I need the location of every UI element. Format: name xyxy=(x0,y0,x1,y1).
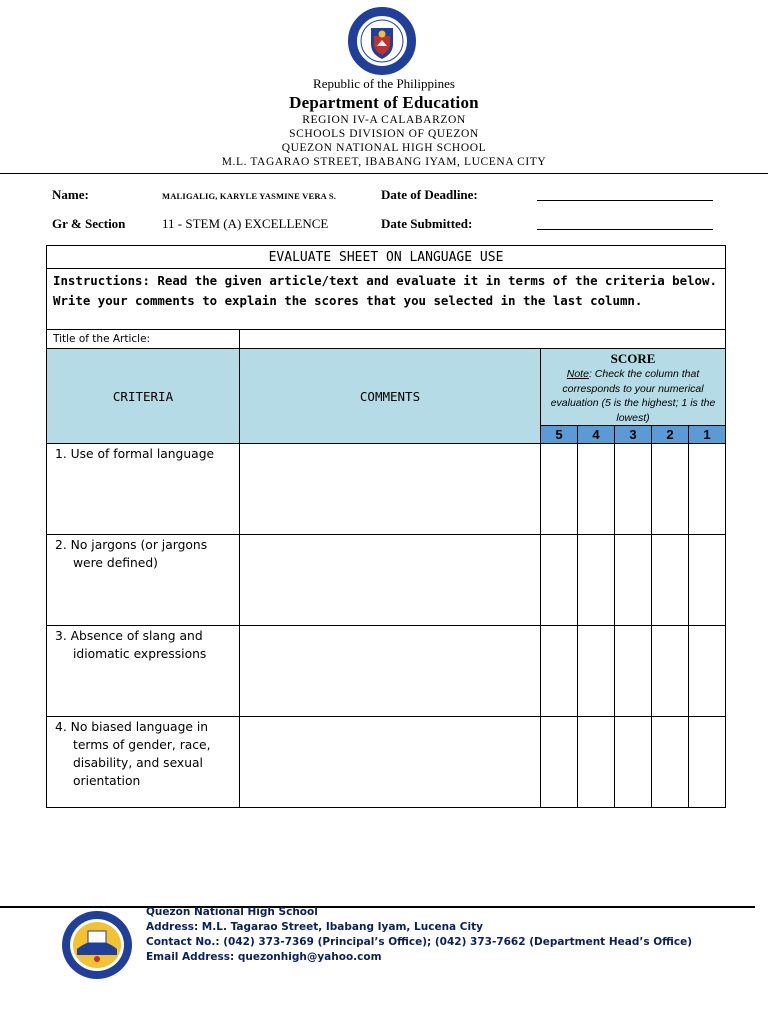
score-cell-1-2[interactable] xyxy=(652,444,689,535)
criteria-row-2 xyxy=(47,535,726,626)
score-2-header: 2 xyxy=(652,426,689,444)
score-cell-2-3[interactable] xyxy=(615,535,652,626)
score-note-text: : Check the column that corresponds to your numerical evaluation (5 is the highest; 1 is the lowest) xyxy=(550,368,716,424)
criterion-4: 4. No biased language in terms of gender, race, disability, and sexual orientation xyxy=(47,717,240,808)
score-1-header: 1 xyxy=(689,426,726,444)
division-heading: SCHOOLS DIVISION OF QUEZON xyxy=(289,128,479,140)
school-logo xyxy=(60,909,134,981)
submitted-label: Date Submitted: xyxy=(381,216,473,231)
school-address-heading: M.L. TAGARAO STREET, IBABANG IYAM, LUCENA CITY xyxy=(221,156,547,168)
criterion-3: 3. Absence of slang and idiomatic expressions xyxy=(47,626,240,717)
header-divider xyxy=(0,173,768,174)
score-cell-1-4[interactable] xyxy=(578,444,615,535)
score-cell-4-1[interactable] xyxy=(689,717,726,808)
deadline-field[interactable] xyxy=(537,200,713,201)
score-cell-3-1[interactable] xyxy=(689,626,726,717)
criteria-row-3 xyxy=(47,626,726,717)
article-title-label: Title of the Article: xyxy=(47,330,240,349)
comment-cell-3[interactable] xyxy=(240,626,541,717)
footer-email[interactable]: Email Address: quezonhigh@yahoo.com xyxy=(146,951,382,963)
score-cell-2-2[interactable] xyxy=(652,535,689,626)
score-column-header xyxy=(541,349,726,426)
sheet-title: EVALUATE SHEET ON LANGUAGE USE xyxy=(47,246,726,269)
score-cell-2-5[interactable] xyxy=(541,535,578,626)
comment-cell-1[interactable] xyxy=(240,444,541,535)
score-cell-2-1[interactable] xyxy=(689,535,726,626)
department-heading: Department of Education xyxy=(289,93,479,112)
score-cell-3-2[interactable] xyxy=(652,626,689,717)
name-value[interactable]: MALIGALIG, KARYLE YASMINE VERA S. xyxy=(162,191,337,201)
footer-school-name: Quezon National High School xyxy=(146,906,318,918)
score-note xyxy=(541,367,725,425)
score-title: SCORE xyxy=(610,351,656,366)
score-cell-4-4[interactable] xyxy=(578,717,615,808)
criteria-row-4 xyxy=(47,717,726,808)
criteria-row-1 xyxy=(47,444,726,535)
section-value[interactable]: 11 - STEM (A) EXCELLENCE xyxy=(162,216,329,231)
score-cell-2-4[interactable] xyxy=(578,535,615,626)
footer-contact-block xyxy=(146,905,692,965)
deadline-label: Date of Deadline: xyxy=(381,187,478,202)
score-cell-3-3[interactable] xyxy=(615,626,652,717)
region-heading: REGION IV-A CALABARZON xyxy=(302,114,466,126)
school-heading: QUEZON NATIONAL HIGH SCHOOL xyxy=(281,142,487,154)
score-5-header: 5 xyxy=(541,426,578,444)
score-cell-4-3[interactable] xyxy=(615,717,652,808)
criterion-1: 1. Use of formal language xyxy=(47,444,240,535)
submitted-field[interactable] xyxy=(537,229,713,230)
score-cell-3-5[interactable] xyxy=(541,626,578,717)
comment-cell-2[interactable] xyxy=(240,535,541,626)
criterion-2: 2. No jargons (or jargons were defined) xyxy=(47,535,240,626)
name-label: Name: xyxy=(52,187,89,202)
comments-column-header: COMMENTS xyxy=(240,349,541,444)
article-title-field[interactable] xyxy=(240,330,726,349)
score-cell-1-1[interactable] xyxy=(689,444,726,535)
instructions-text: Instructions: Read the given article/text and evaluate it in terms of the criteria below. Write your comments to explain the scores that you selected in the last column. xyxy=(47,269,726,330)
evaluation-table xyxy=(46,245,726,808)
score-cell-3-4[interactable] xyxy=(578,626,615,717)
score-note-label: Note xyxy=(566,368,589,380)
section-label: Gr & Section xyxy=(52,216,126,231)
footer-address: Address: M.L. Tagarao Street, Ibabang Iyam, Lucena City xyxy=(146,921,483,933)
score-cell-1-5[interactable] xyxy=(541,444,578,535)
comment-cell-4[interactable] xyxy=(240,717,541,808)
score-3-header: 3 xyxy=(615,426,652,444)
score-4-header: 4 xyxy=(578,426,615,444)
republic-heading: Republic of the Philippines xyxy=(313,76,455,91)
score-cell-1-3[interactable] xyxy=(615,444,652,535)
deped-seal-logo xyxy=(347,6,417,76)
score-cell-4-5[interactable] xyxy=(541,717,578,808)
score-cell-4-2[interactable] xyxy=(652,717,689,808)
footer-contact: Contact No.: (042) 373-7369 (Principal’s Office); (042) 373-7662 (Department Head’s Office) xyxy=(146,936,693,948)
criteria-column-header: CRITERIA xyxy=(47,349,240,444)
